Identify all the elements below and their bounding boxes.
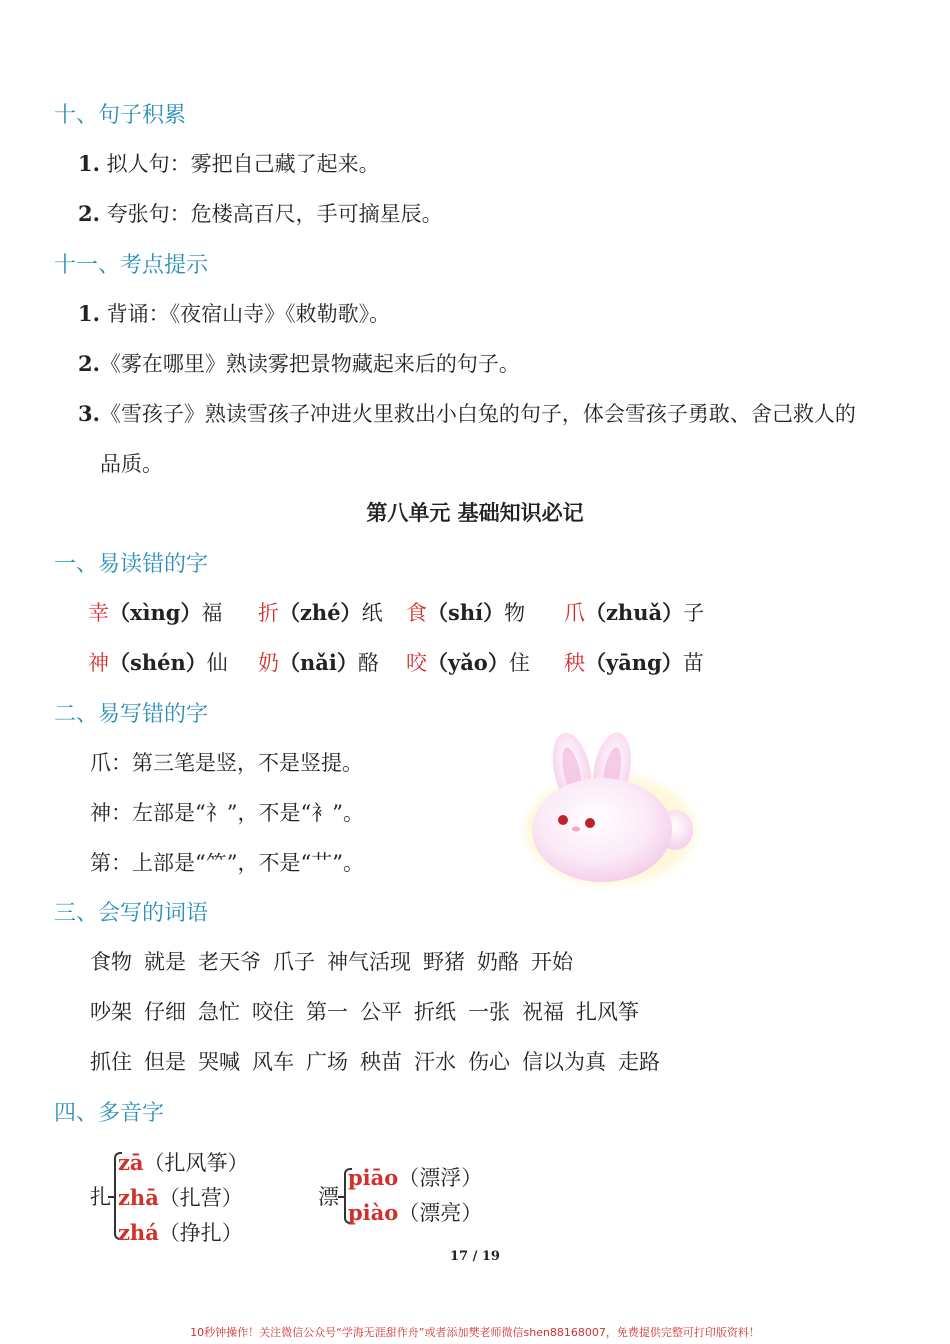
vocab-word: 折纸 (414, 1000, 456, 1024)
pinyin-row (88, 597, 704, 627)
note-line: 爪：第三笔是竖，不是竖提。 (90, 751, 363, 775)
list-item (78, 348, 520, 378)
unit-title: 第八单元 基础知识必记 (366, 500, 584, 525)
pinyin: （shí） (427, 600, 505, 625)
pinyin-entry (258, 647, 406, 677)
vocab-word: 仔细 (144, 1000, 186, 1024)
vocab-word: 就是 (144, 950, 186, 974)
vocab-word: 广场 (306, 1050, 348, 1074)
pinyin: （shén） (109, 650, 207, 675)
pinyin-entry (564, 647, 704, 677)
target-char: 爪 (564, 601, 585, 625)
note-line: 第：上部是“⺮”，不是“艹”。 (90, 851, 364, 875)
vocab-word: 伤心 (468, 1050, 510, 1074)
rest-char: 物 (504, 601, 526, 625)
pinyin: zhá (118, 1220, 159, 1245)
item-number: 2. (78, 201, 100, 226)
vocab-word: 走路 (618, 1050, 660, 1074)
pinyin-entry (406, 597, 564, 627)
pinyin-row (88, 647, 704, 677)
vocab-word: 急忙 (198, 1000, 240, 1024)
footer-notice: 10秒钟操作！关注微信公众号“学海无涯甜作舟”或者添加樊老师微信shen88168007，免费提供完整可打印版资料！ (190, 1326, 760, 1339)
item-text: 拟人句：雾把自己藏了起来。 (106, 152, 380, 176)
note-line: 神：左部是“礻”，不是“衤”。 (90, 801, 364, 825)
vocab-word: 一张 (468, 1000, 510, 1024)
polyphone-reading (118, 1182, 243, 1212)
polyphone-reading (118, 1217, 243, 1247)
vocab-word: 祝福 (522, 1000, 564, 1024)
list-item (78, 148, 380, 178)
rest-char: 福 (201, 601, 223, 625)
vocab-word: 奶酪 (477, 950, 519, 974)
pinyin: piào (348, 1200, 399, 1225)
item-text: 《雾在哪里》熟读雾把景物藏起来后的句子。 (99, 352, 520, 376)
pinyin: zā (118, 1150, 144, 1175)
rest-char: 仙 (206, 651, 228, 675)
pinyin-entry (258, 597, 406, 627)
polyphone-char: 扎 (90, 1185, 111, 1209)
rest-char: 子 (683, 601, 705, 625)
rest-char: 苗 (682, 651, 704, 675)
section-heading-misread: 一、易读错的字 (54, 552, 209, 577)
item-number: 1. (78, 301, 100, 326)
bunny-illustration (520, 725, 705, 890)
vocab-word: 咬住 (252, 1000, 294, 1024)
section-heading-polyphones: 四、多音字 (54, 1101, 165, 1126)
pinyin-entry (564, 597, 704, 627)
vocab-word: 信以为真 (522, 1050, 606, 1074)
item-text: 背诵：《夜宿山寺》《敕勒歌》。 (106, 302, 391, 326)
target-char: 秧 (564, 651, 585, 675)
vocab-word: 野猪 (423, 950, 465, 974)
pinyin: （nǎi） (279, 650, 358, 675)
pinyin: （xìng） (109, 600, 202, 625)
target-char: 食 (406, 601, 427, 625)
example-word: （漂浮） (398, 1166, 483, 1190)
rest-char: 酪 (357, 651, 379, 675)
vocab-word: 汗水 (414, 1050, 456, 1074)
target-char: 咬 (406, 651, 427, 675)
pinyin: （yǎo） (427, 650, 509, 675)
item-number: 2. (78, 351, 100, 376)
example-word: （扎营） (158, 1186, 243, 1210)
item-text: 《雪孩子》熟读雪孩子冲进火里救出小白兔的句子，体会雪孩子勇敢、舍己救人的 (99, 402, 856, 426)
item-number: 3. (78, 401, 100, 426)
pinyin: （yāng） (585, 650, 683, 675)
example-word: （扎风筝） (143, 1151, 249, 1175)
item-continuation: 品质。 (100, 452, 163, 476)
vocab-word: 老天爷 (198, 950, 261, 974)
pinyin-entry (88, 647, 258, 677)
vocab-word: 公平 (360, 1000, 402, 1024)
pinyin-entry (88, 597, 258, 627)
target-char: 神 (88, 651, 109, 675)
pinyin: （zhé） (279, 600, 362, 625)
word-row (90, 946, 585, 976)
vocab-word: 第一 (306, 1000, 348, 1024)
pinyin: （zhuǎ） (585, 600, 684, 625)
polyphone-reading (348, 1197, 482, 1227)
list-item (78, 198, 443, 228)
vocab-word: 抓住 (90, 1050, 132, 1074)
section-heading-miswritten: 二、易写错的字 (54, 702, 209, 727)
target-char: 奶 (258, 651, 279, 675)
item-text: 夸张句：危楼高百尺，手可摘星辰。 (106, 202, 443, 226)
pinyin: piāo (348, 1165, 399, 1190)
list-item (78, 298, 390, 328)
vocab-word: 神气活现 (327, 950, 411, 974)
rest-char: 住 (508, 651, 530, 675)
vocab-word: 风车 (252, 1050, 294, 1074)
pinyin: zhā (118, 1185, 159, 1210)
target-char: 幸 (88, 601, 109, 625)
example-word: （漂亮） (398, 1201, 483, 1225)
vocab-word: 但是 (144, 1050, 186, 1074)
rest-char: 纸 (361, 601, 383, 625)
section-heading-vocabulary: 三、会写的词语 (54, 901, 209, 926)
example-word: （挣扎） (158, 1221, 243, 1245)
pinyin-entry (406, 647, 564, 677)
word-row (90, 1046, 672, 1076)
vocab-word: 食物 (90, 950, 132, 974)
section-heading-exam-tips: 十一、考点提示 (54, 253, 209, 278)
vocab-word: 吵架 (90, 1000, 132, 1024)
list-item (78, 398, 856, 428)
item-number: 1. (78, 151, 100, 176)
word-row (90, 996, 651, 1026)
vocab-word: 秧苗 (360, 1050, 402, 1074)
page-number: 17 / 19 (450, 1249, 500, 1264)
vocab-word: 哭喊 (198, 1050, 240, 1074)
polyphone-reading (348, 1162, 482, 1192)
vocab-word: 开始 (531, 950, 573, 974)
vocab-word: 扎风筝 (576, 1000, 639, 1024)
polyphone-char: 漂 (318, 1185, 339, 1209)
target-char: 折 (258, 601, 279, 625)
vocab-word: 爪子 (273, 950, 315, 974)
section-heading-sentences: 十、句子积累 (54, 103, 187, 128)
polyphone-reading (118, 1147, 249, 1177)
